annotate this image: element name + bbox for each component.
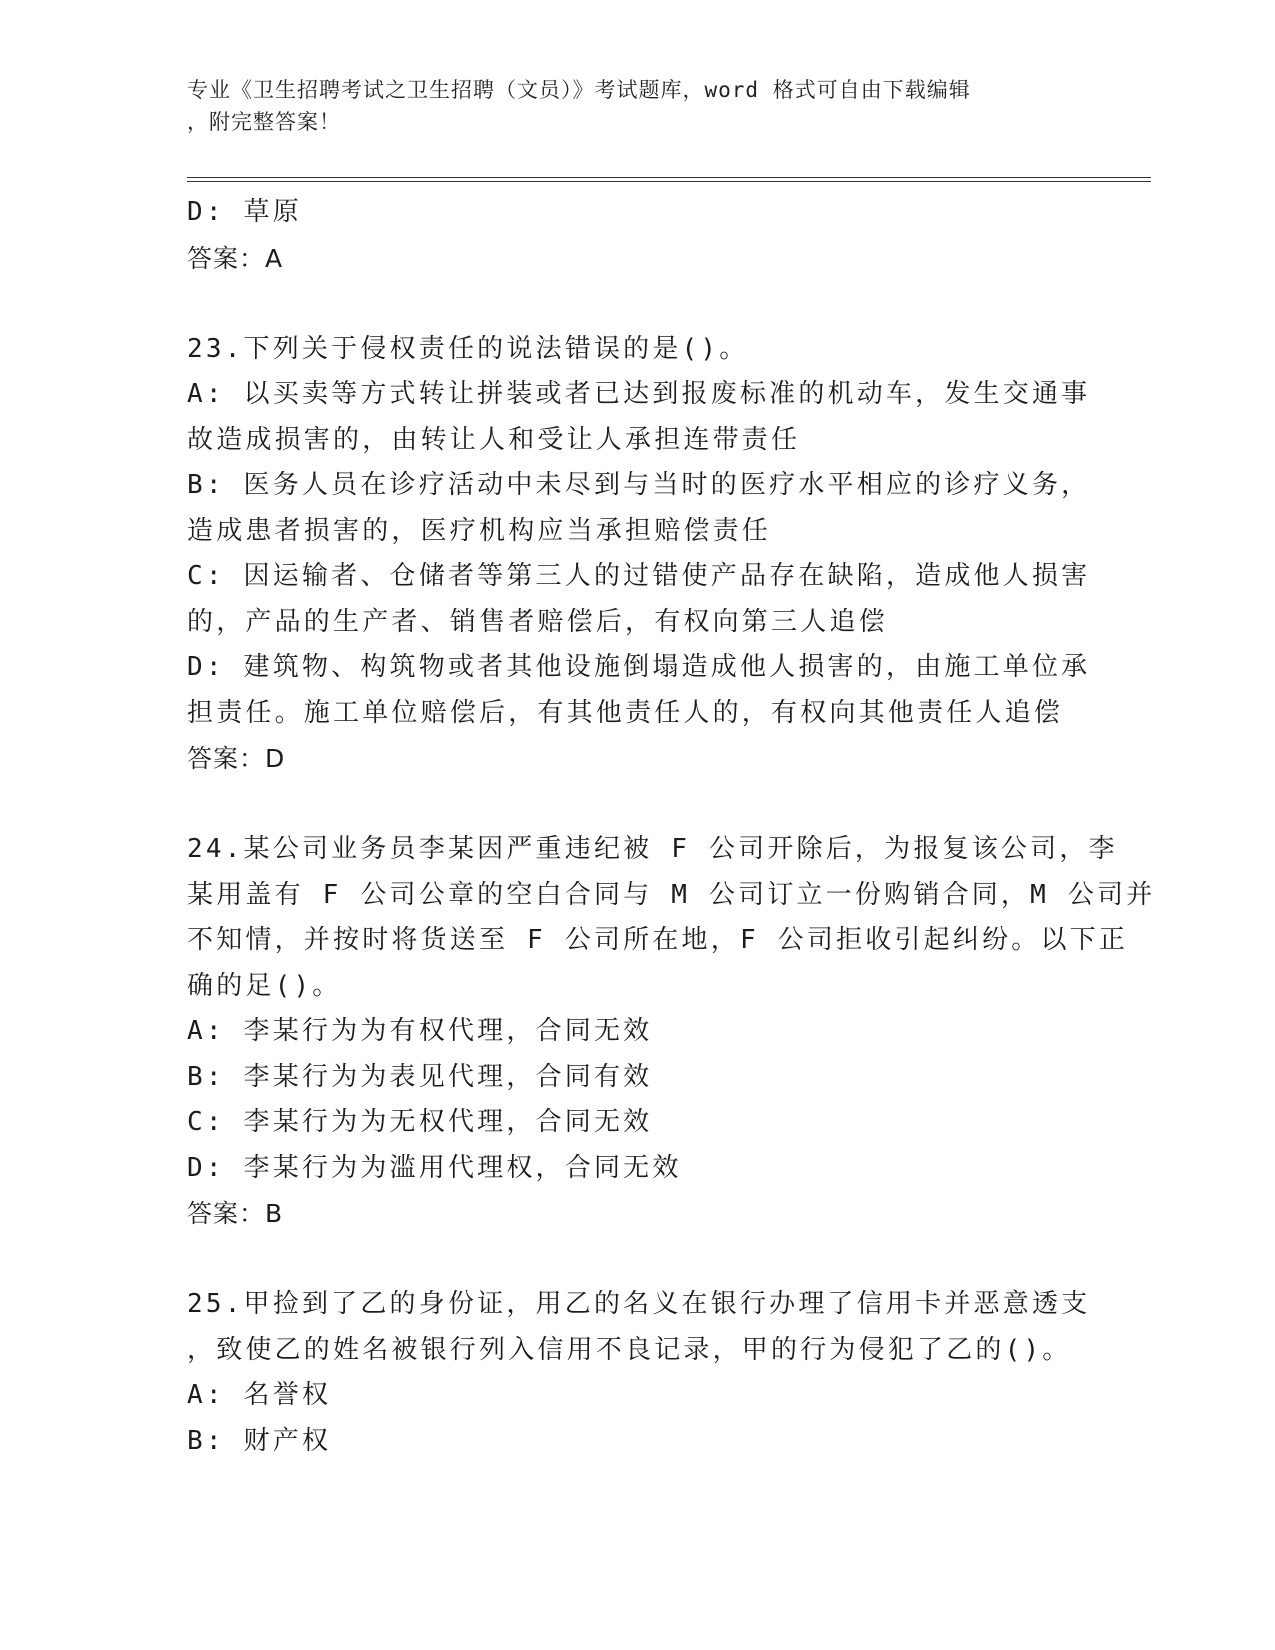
header-line-1: 专业《卫生招聘考试之卫生招聘（文员）》考试题库，word 格式可自由下载编辑 [187, 78, 971, 102]
q23-answer: 答案：D [187, 744, 286, 773]
q24-option-b: B: 李某行为为表见代理，合同有效 [187, 1061, 653, 1092]
q24-option-d: D: 李某行为为滥用代理权，合同无效 [187, 1152, 682, 1183]
q24-answer: 答案：B [187, 1199, 284, 1228]
question-25 [187, 1282, 1091, 1464]
q23-option-c-line-2: 的，产品的生产者、销售者赔偿后，有权向第三人追偿 [187, 606, 888, 637]
q22-answer: 答案：A [187, 243, 284, 273]
q23-option-a-line-1: A: 以买卖等方式转让拼装或者已达到报废标准的机动车，发生交通事 [187, 379, 1091, 409]
q24-option-c: C: 李某行为为无权代理，合同无效 [187, 1107, 653, 1137]
spacer [187, 281, 1087, 327]
q23-option-c-line-1: C: 因运输者、仓储者等第三人的过错使产品存在缺陷，造成他人损害 [187, 561, 1091, 591]
q23-option-a-line-2: 故造成损害的，由转让人和受让人承担连带责任 [187, 424, 801, 455]
header-divider [187, 177, 1151, 182]
q23-option-b-line-2: 造成患者损害的，医疗机构应当承担赔偿责任 [187, 515, 772, 546]
q24-stem-line-2: 某用盖有 F 公司公章的空白合同与 M 公司订立一份购销合同，M 公司并 [187, 879, 1156, 910]
q23-option-d-line-1: D: 建筑物、构筑物或者其他设施倒塌造成他人损害的，由施工单位承 [187, 652, 1091, 682]
question-24 [187, 827, 1156, 1237]
q25-option-b: B: 财产权 [187, 1425, 332, 1456]
q25-option-a: A: 名誉权 [187, 1380, 332, 1410]
spacer [187, 782, 1087, 828]
question-23 [187, 327, 1091, 782]
q23-option-d-line-2: 担责任。施工单位赔偿后，有其他责任人的，有权向其他责任人追偿 [187, 697, 1064, 728]
document-body [187, 190, 1156, 1464]
q22-option-d: D: 草原 [187, 197, 302, 227]
q25-stem-line-2: ，致使乙的姓名被银行列入信用不良记录，甲的行为侵犯了乙的()。 [187, 1334, 1072, 1365]
q24-stem-line-4: 确的足()。 [187, 970, 342, 1001]
q23-stem: 23.下列关于侵权责任的说法错误的是()。 [187, 333, 749, 364]
spacer [187, 1237, 1087, 1283]
header-line-2: ，附完整答案！ [187, 110, 341, 134]
q25-stem-line-1: 25.甲捡到了乙的身份证，用乙的名义在银行办理了信用卡并恶意透支 [187, 1289, 1091, 1319]
q24-stem-line-1: 24.某公司业务员李某因严重违纪被 F 公司开除后，为报复该公司，李 [187, 834, 1118, 864]
q23-option-b-line-1: B: 医务人员在诊疗活动中未尽到与当时的医疗水平相应的诊疗义务， [187, 470, 1091, 500]
q24-stem-line-3: 不知情，并按时将货送至 F 公司所在地，F 公司拒收引起纠纷。以下正 [187, 925, 1129, 955]
q24-option-a: A: 李某行为为有权代理，合同无效 [187, 1016, 653, 1046]
page-header [187, 74, 1087, 138]
question-22 [187, 190, 1087, 281]
